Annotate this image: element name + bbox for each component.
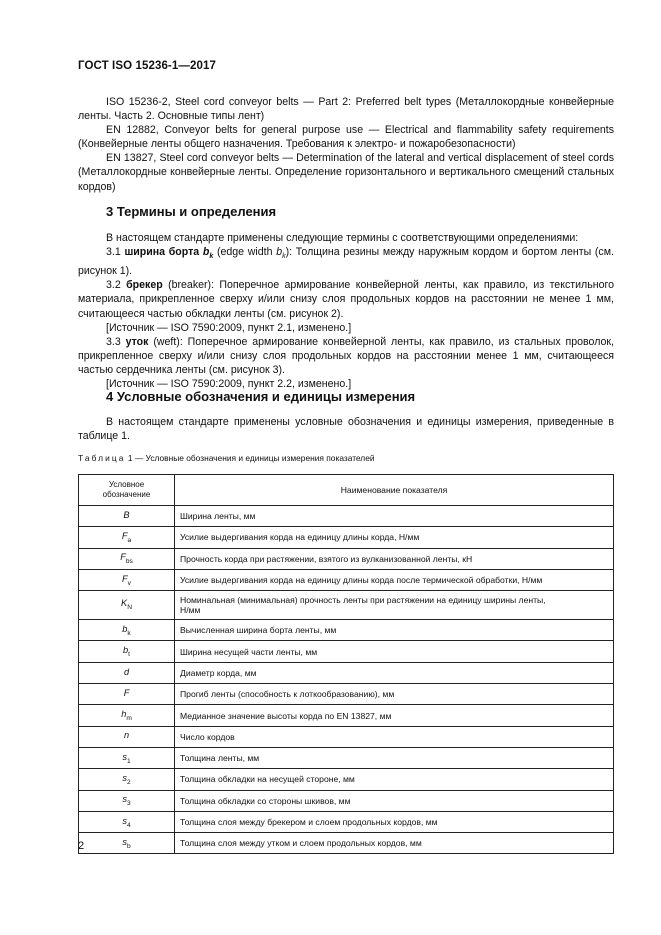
table-row (79, 790, 614, 811)
table-row (79, 620, 614, 641)
table-row (79, 684, 614, 705)
symbol-cell: $b_k$ (79, 620, 175, 641)
page-number: 2 (78, 840, 85, 852)
symbols-table (78, 474, 614, 854)
section-3-heading: 3 Термины и определения (106, 204, 277, 219)
table-row (79, 641, 614, 662)
description-cell: Усилие выдергивания корда на единицу длины корда, Н/мм (175, 527, 614, 548)
reference-iso-15236-2: ISO 15236-2, Steel cord conveyor belts — Part 2: Preferred belt types (Металлокордные конвейерные ленты. Часть 2. Основные типы лент) (78, 96, 614, 123)
table-row (79, 705, 614, 726)
table-1-caption: Таблица 1 — Условные обозначения и единицы измерения показателей (78, 453, 375, 463)
symbol-cell: $s_b$ (79, 833, 175, 854)
section-3-intro: В настоящем стандарте применены следующие термины с соответствующими определениями: (106, 232, 579, 244)
description-cell: Число кордов (175, 726, 614, 747)
reference-en-12882: EN 12882, Conveyor belts for general purpose use — Electrical and flammability safety requirements (Конвейерные ленты общего назначения. Требования к электро- и пожаробезопасности) (78, 124, 614, 151)
description-cell: Толщина обкладки со стороны шкивов, мм (175, 790, 614, 811)
table-row (79, 506, 614, 527)
description-cell: Номинальная (минимальная) прочность ленты при растяжении на единицу ширины ленты, Н/мм (175, 591, 614, 620)
symbol-cell: d (79, 662, 175, 683)
symbol-cell: $K_N$ (79, 591, 175, 620)
definition-3-2-source: [Источник — ISO 7590:2009, пункт 2.1, изменено.] (106, 321, 352, 334)
section-4-heading: 4 Условные обозначения и единицы измерения (106, 389, 416, 404)
table-row (79, 833, 614, 854)
section-4-body (78, 415, 614, 443)
definition-3-3: 3.3 уток (weft): Поперечное армирование конвейерной ленты, как правило, из стальных проволок, прикрепленное сверху и/или снизу слоя продольных кордов на расстоянии менее 1 мм, считающееся частью сердечника ленты (см. рисунок 3). (78, 335, 614, 376)
description-cell: Медианное значение высоты корда по EN 13827, мм (175, 705, 614, 726)
column-header-description: Наименование показателя (175, 475, 614, 506)
symbol-cell: F (79, 684, 175, 705)
definition-3-1: 3.1 ширина борта $b_k$ (edge width $b_k$): Толщина резины между наружным кордом и бортом ленты (см. рисунок 1). (78, 246, 614, 278)
document-code-header: ГОСТ ISO 15236-1—2017 (78, 60, 216, 72)
description-cell: Усилие выдергивания корда на единицу длины корда после термической обработки, Н/мм (175, 569, 614, 590)
table-row (79, 662, 614, 683)
table-row (79, 591, 614, 620)
table-row (79, 726, 614, 747)
symbol-cell: $F_{bs}$ (79, 548, 175, 569)
description-cell: Толщина обкладки на несущей стороне, мм (175, 769, 614, 790)
section-3-body (78, 231, 614, 391)
definition-3-2: 3.2 брекер (breaker): Поперечное армирование конвейерной ленты, как правило, из текстильного материала, прикрепленное сверху и/или снизу слоя продольных кордов на расстоянии не менее 1 мм, считающееся частью обкладки ленты (см. рисунок 2). (78, 279, 614, 320)
description-cell: Ширина несущей части ленты, мм (175, 641, 614, 662)
symbol-cell: $b_t$ (79, 641, 175, 662)
symbol-cell: $s_4$ (79, 811, 175, 832)
symbol-cell: $s_2$ (79, 769, 175, 790)
description-cell: Толщина ленты, мм (175, 747, 614, 768)
description-cell: Толщина слоя между брекером и слоем продольных кордов, мм (175, 811, 614, 832)
symbol-cell: $F_v$ (79, 569, 175, 590)
description-cell: Прогиб ленты (способность к лоткообразованию), мм (175, 684, 614, 705)
symbol-cell: $s_3$ (79, 790, 175, 811)
symbol-cell: n (79, 726, 175, 747)
symbol-cell: $s_1$ (79, 747, 175, 768)
table-row (79, 548, 614, 569)
column-header-symbol: Условное обозначение (79, 475, 175, 506)
table-row (79, 769, 614, 790)
table-row (79, 569, 614, 590)
description-cell: Прочность корда при растяжении, взятого из вулканизованной ленты, кН (175, 548, 614, 569)
reference-en-13827: EN 13827, Steel cord conveyor belts — Determination of the lateral and vertical displacement of steel cords (Металлокордные конвейерные ленты. Определение горизонтального и вертикального смещений стальных кордов) (78, 152, 615, 193)
symbol-cell: B (79, 506, 175, 527)
definition-3-3-source: [Источник — ISO 7590:2009, пункт 2.2, изменено.] (106, 378, 352, 391)
table-row (79, 527, 614, 548)
description-cell: Ширина ленты, мм (175, 506, 614, 527)
description-cell: Диаметр корда, мм (175, 662, 614, 683)
symbol-cell: $h_m$ (79, 705, 175, 726)
symbol-cell: $F_a$ (79, 527, 175, 548)
table-row (79, 747, 614, 768)
section-4-intro: В настоящем стандарте применены условные обозначения и единицы измерения, приведенные в таблице 1. (78, 416, 614, 443)
description-cell: Толщина слоя между утком и слоем продольных кордов, мм (175, 833, 614, 854)
table-row (79, 811, 614, 832)
description-cell: Вычисленная ширина борта ленты, мм (175, 620, 614, 641)
normative-references-list (78, 95, 614, 194)
